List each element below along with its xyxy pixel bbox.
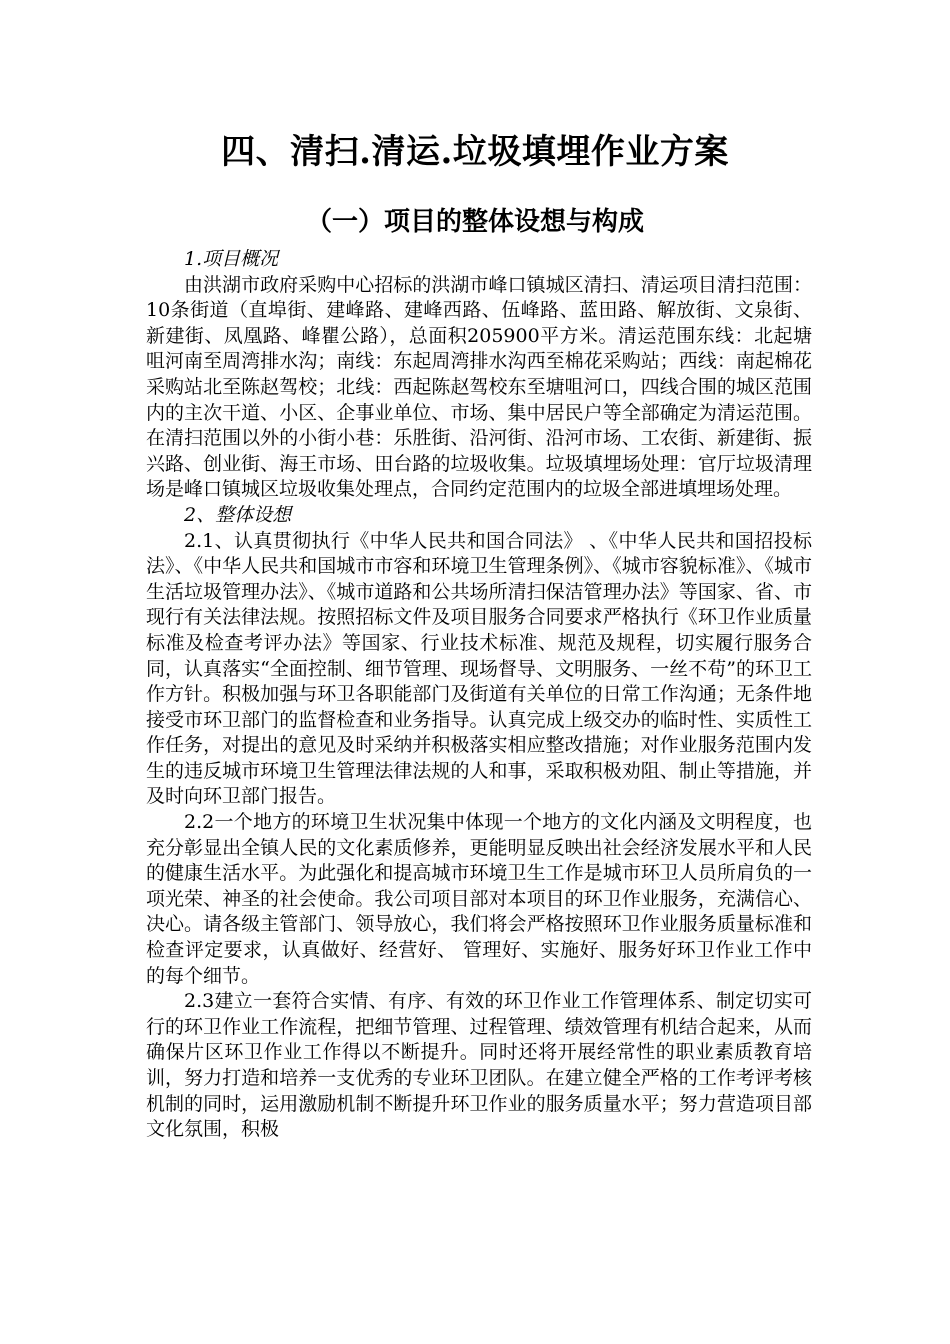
section-heading-overview: 1.项目概况 xyxy=(184,248,279,270)
document-title: 四、清扫.清运.垃圾填埋作业方案 xyxy=(221,132,729,172)
paragraph-2-3: 2.3建立一套符合实情、有序、有效的环卫作业工作管理体系、制定切实可行的环卫作业工作流程，把细节管理、过程管理、绩效管理有机结合起来，从而确保片区环卫作业工作得以不断提升。同时还将开展经常性的职业素质教育培训，努力打造和培养一支优秀的专业环卫团队。在建立健全严格的工作考评考核机制的同时，运用激励机制不断提升环卫作业的服务质量水平；努力营造项目部文化氛围，积极 xyxy=(146,990,812,1141)
paragraph-2-2: 2.2一个地方的环境卫生状况集中体现一个地方的文化内涵及文明程度，也充分彰显出全镇人民的文化素质修养，更能明显反映出社会经济发展水平和人民的健康生活水平。为此强化和提高城市环境卫生工作是城市环卫人员所肩负的一项光荣、神圣的社会使命。我公司项目部对本项目的环卫作业服务，充满信心、决心。请各级主管部门、领导放心，我们将会严格按照环卫作业服务质量标准和检查评定要求，认真做好、经营好、 管理好、实施好、服务好环卫作业工作中的每个细节。 xyxy=(146,811,812,987)
section-subtitle: （一）项目的整体设想与构成 xyxy=(305,207,644,237)
section-heading-concept: 2、整体设想 xyxy=(184,503,292,526)
paragraph-overview: 由洪湖市政府采购中心招标的洪湖市峰口镇城区清扫、清运项目清扫范围：10条街道（直埠街、建峰路、建峰西路、伍峰路、蓝田路、解放街、文泉街、新建街、凤凰路、峰瞿公路），总面积205900平方米。清运范围东线：北起塘咀河南至周湾排水沟；南线：东起周湾排水沟西至棉花采购站；西线：南起棉花采购站北至陈赵驾校；北线：西起陈赵驾校东至塘咀河口，四线合围的城区范围内的主次干道、小区、企事业单位、市场、集中居民户等全部确定为清运范围。在清扫范围以外的小街小巷：乐胜街、沿河街、沿河市场、工农街、新建街、振兴路、创业街、海王市场、田台路的垃圾收集。垃圾填埋场处理：官厅垃圾清理场是峰口镇城区垃圾收集处理点，合同约定范围内的垃圾全部进填埋场处理。 xyxy=(146,273,812,501)
paragraph-2-1: 2.1、认真贯彻执行《中华人民共和国合同法》 、《中华人民共和国招投标法》、《中华人民共和国城市市容和环境卫生管理条例》、《城市容貌标准》、《城市生活垃圾管理办法》、《城市道路和公共场所清扫保洁管理办法》等国家、省、市现行有关法律法规。按照招标文件及项目服务合同要求严格执行《环卫作业质量标准及检查考评办法》等国家、行业技术标准、规范及规程，切实履行服务合同，认真落实“全面控制、细节管理、现场督导、文明服务、一丝不苟”的环卫工作方针。积极加强与环卫各职能部门及街道有关单位的日常工作沟通；无条件地接受市环卫部门的监督检查和业务指导。认真完成上级交办的临时性、实质性工作任务，对提出的意见及时采纳并积极落实相应整改措施；对作业服务范围内发生的违反城市环境卫生管理法律法规的人和事，采取积极劝阻、制止等措施，并及时向环卫部门报告。 xyxy=(146,529,812,808)
document-body xyxy=(146,247,812,1143)
